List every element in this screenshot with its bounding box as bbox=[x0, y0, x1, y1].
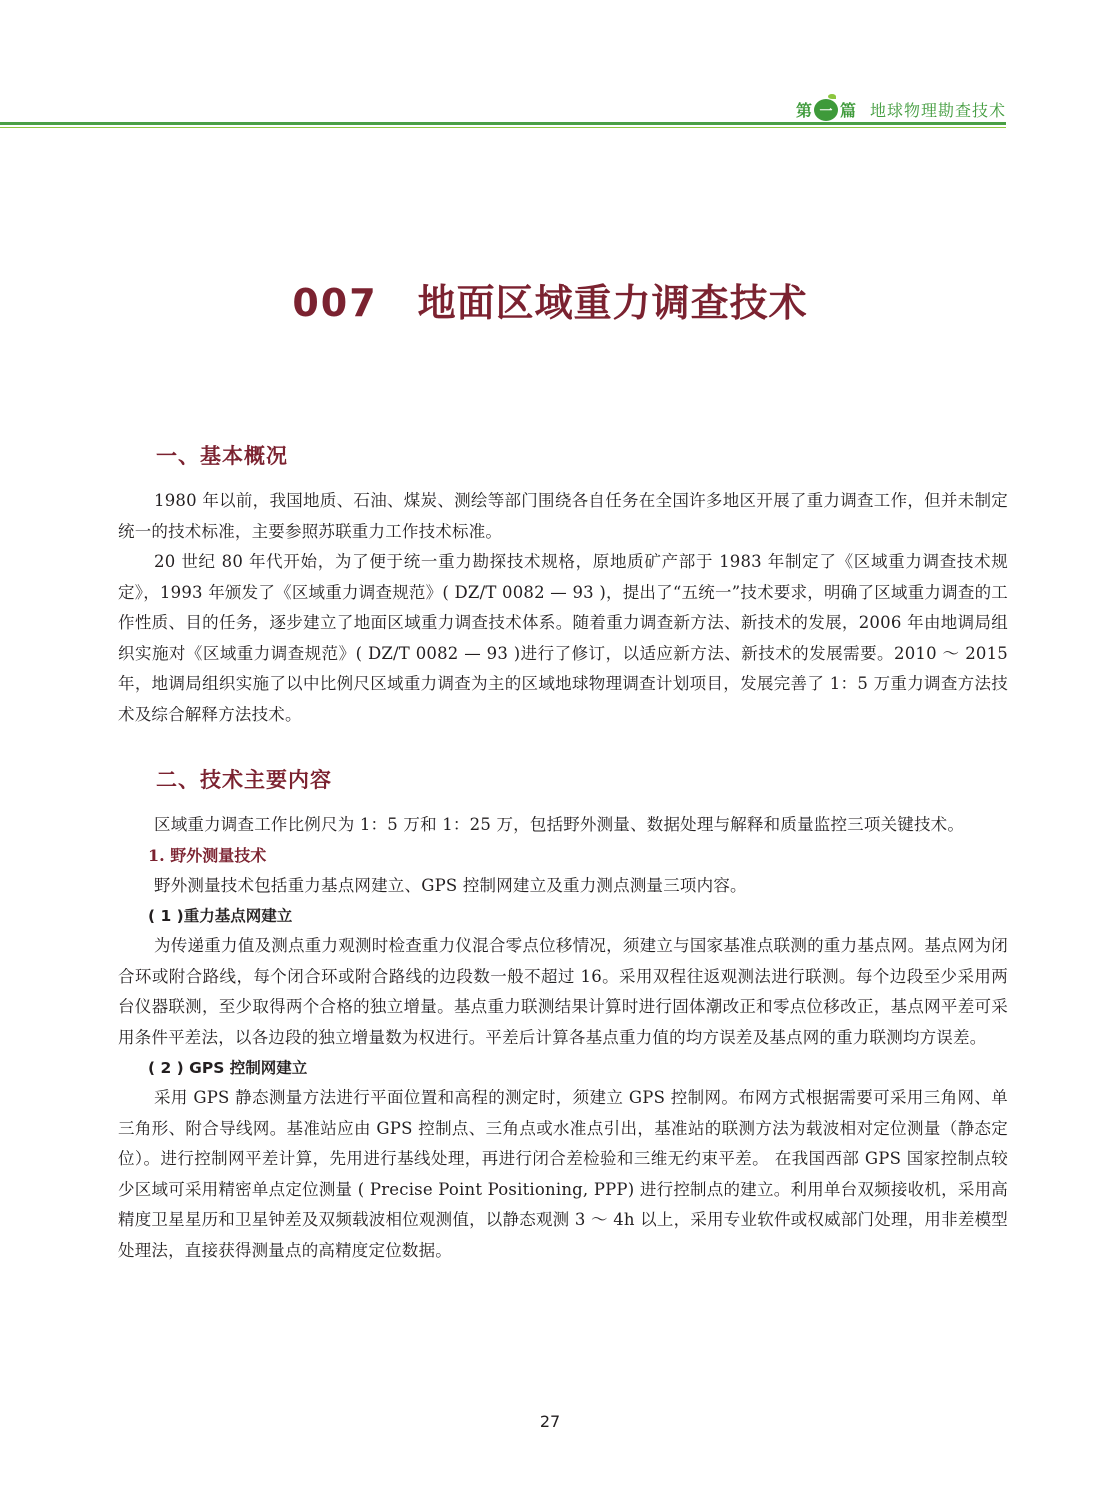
chapter-number: 007 bbox=[292, 281, 378, 325]
part-prefix: 第 bbox=[795, 101, 812, 120]
page-body bbox=[118, 440, 1008, 1266]
paragraph: 区域重力调查工作比例尺为 1：5 万和 1：25 万，包括野外测量、数据处理与解释和质量监控三项关键技术。 bbox=[154, 815, 965, 834]
paragraph: 1980 年以前，我国地质、石油、煤炭、测绘等部门围绕各自任务在全国许多地区开展了重力调查工作，但并未制定统一的技术标准，主要参照苏联重力工作技术标准。 bbox=[118, 491, 1008, 541]
paragraph: 野外测量技术包括重力基点网建立、GPS 控制网建立及重力测点测量三项内容。 bbox=[154, 875, 747, 895]
header-rule-thin bbox=[0, 127, 1006, 128]
item-heading-gravity-base-network: ( 1 )重力基点网建立 bbox=[148, 907, 293, 925]
chapter-title bbox=[0, 272, 1100, 327]
subsection-heading-field-measurement: 1. 野外测量技术 bbox=[148, 845, 267, 865]
part-number-badge: 一 bbox=[814, 99, 838, 121]
section-heading-overview: 一、基本概况 bbox=[156, 444, 288, 468]
paragraph: 为传递重力值及测点重力观测时检查重力仪混合零点位移情况，须建立与国家基准点联测的重力基点网。基点网为闭合环或附合路线，每个闭合环或附合路线的边段数一般不超过 16。采用双程往返观测法进行联测。每个边段至少采用两台仪器联测，至少取得两个合格的独立增量。基点重力联测结果计算时进行固体潮改正和零点位移改正，基点网平差可采用条件平差法，以各边段的独立增量数为权进行。平差后计算各基点重力值的均方误差及基点网的重力联测均方误差。 bbox=[118, 936, 1008, 1047]
header-rule bbox=[0, 122, 1006, 125]
chapter-title-text: 地面区域重力调查技术 bbox=[417, 281, 808, 325]
running-header bbox=[0, 94, 1006, 128]
header-section-name: 地球物理勘查技术 bbox=[869, 101, 1006, 120]
paragraph: 采用 GPS 静态测量方法进行平面位置和高程的测定时，须建立 GPS 控制网。布网方式根据需要可采用三角网、单三角形、附合导线网。基准站应由 GPS 控制点、三角点或水准点引出，基准站的联测方法为载波相对定位测量（静态定位）。进行控制网平差计算，先用进行基线处理，再进行闭合差检验和三维无约束平差。 在我国西部 GPS 国家控制点较少区域可采用精密单点定位测量 ( Precise Point Positioning, PPP) 进行控制点的建立。利用单台双频接收机，采用高精度卫星星历和卫星钟差及双频载波相位观测值，以静态观测 3 ～ 4h 以上，采用专业软件或权威部门处理，用非差模型处理法，直接获得测量点的高精度定位数据。 bbox=[118, 1088, 1008, 1260]
item-heading-gps-control-network: ( 2 ) GPS 控制网建立 bbox=[148, 1059, 308, 1077]
section-heading-main-content: 二、技术主要内容 bbox=[156, 768, 332, 792]
paragraph: 20 世纪 80 年代开始，为了便于统一重力勘探技术规格，原地质矿产部于 1983 年制定了《区域重力调查技术规定》，1993 年颁发了《区域重力调查规范》( DZ/T 0082 — 93 )，提出了“五统一”技术要求，明确了区域重力调查的工作性质、目的任务，逐步建立了地面区域重力调查技术体系。随着重力调查新方法、新技术的发展，2006 年由地调局组织实施对《区域重力调查规范》( DZ/T 0082 — 93 )进行了修订，以适应新方法、新技术的发展需要。2010 ～ 2015 年，地调局组织实施了以中比例尺区域重力调查为主的区域地球物理调查计划项目，发展完善了 1：5 万重力调查方法技术及综合解释方法技术。 bbox=[118, 552, 1008, 724]
part-label bbox=[796, 98, 856, 121]
header-label bbox=[796, 98, 1006, 121]
part-suffix: 篇 bbox=[839, 101, 856, 120]
page-number: 27 bbox=[539, 1412, 561, 1431]
